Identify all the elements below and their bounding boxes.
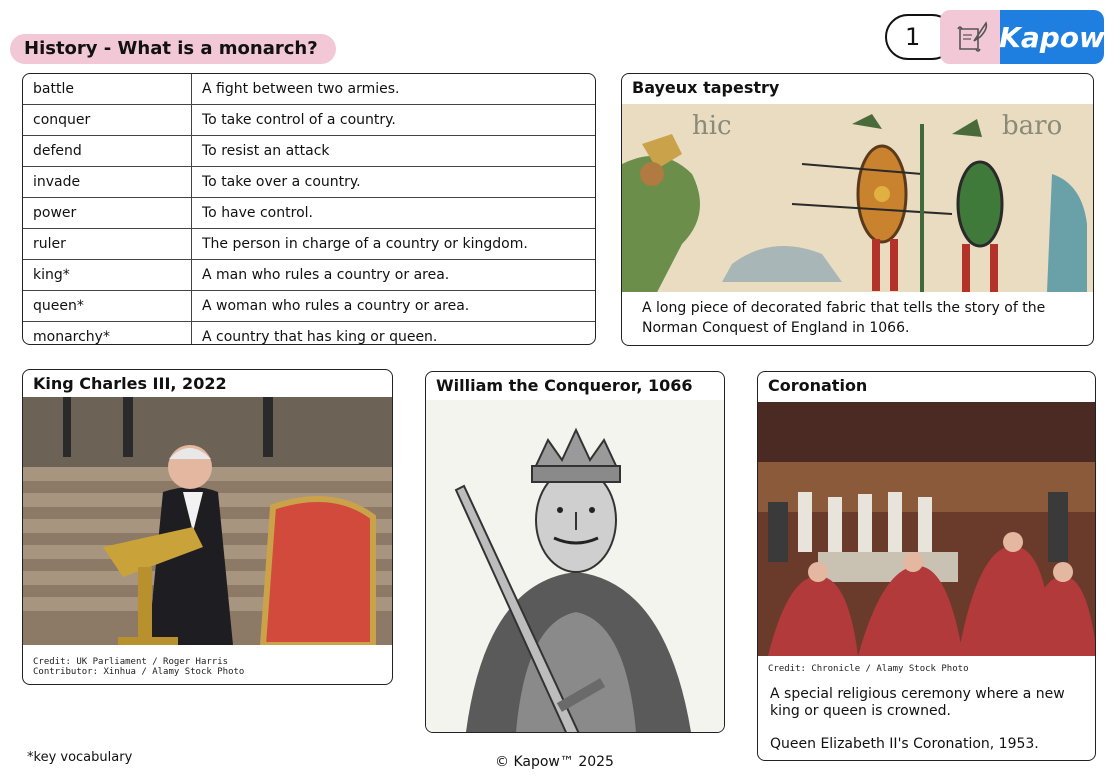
tapestry-inscription-left: hic [692,111,732,141]
vocab-term: power [23,198,192,229]
vocab-term: monarchy* [23,322,192,346]
vocab-definition: A country that has king or queen. [202,329,438,345]
brand-logo: Kapow [1000,10,1104,64]
vocab-definition: To have control. [192,198,596,229]
key-vocabulary-note: *key vocabulary [27,750,133,765]
vocab-term: conquer [23,105,192,136]
table-row [23,322,595,346]
table-row [23,198,595,229]
vocab-term: defend [23,136,192,167]
table-row [23,136,595,167]
coronation-subcaption: Queen Elizabeth II's Coronation, 1953. [770,736,1039,752]
bayeux-tapestry-card [621,73,1094,346]
coronation-card [757,371,1096,761]
charles-credit-line1: Credit: UK Parliament / Roger Harris [33,657,229,667]
vocabulary-table [22,73,596,345]
bayeux-title: Bayeux tapestry [632,78,780,97]
page-title: History - What is a monarch? [24,38,318,59]
vocab-definition: A man who rules a country or area. [192,260,596,291]
bayeux-caption: A long piece of decorated fabric that tells the story of the Norman Conquest of England in 1066. [642,300,1046,336]
vocab-term: king* [23,260,192,291]
king-charles-photo [23,397,393,645]
vocab-definition: To take over a country. [192,167,596,198]
scroll-quill-icon [952,17,992,57]
vocab-definition: A woman who rules a country or area. [192,291,596,322]
king-charles-card [22,369,393,685]
table-row [23,291,595,322]
william-card [425,371,725,733]
brand-icon-box [940,10,1004,64]
table-row [23,229,595,260]
william-title: William the Conqueror, 1066 [436,376,693,395]
charles-credit-line2: Contributor: Xinhua / Alamy Stock Photo [33,667,245,677]
table-row [23,74,595,105]
vocab-term: invade [23,167,192,198]
coronation-caption: A special religious ceremony where a new king or queen is crowned. [770,686,1065,719]
tapestry-inscription-right: baro [1002,111,1063,141]
table-row [23,260,595,291]
vocab-term: queen* [23,291,192,322]
copyright: © Kapow™ 2025 [495,754,614,770]
table-row [23,105,595,136]
vocab-definition: The person in charge of a country or kingdom. [192,229,596,260]
vocab-definition: To resist an attack [192,136,596,167]
coronation-photo [758,402,1096,656]
coronation-title: Coronation [768,376,868,395]
vocab-definition: A fight between two armies. [192,74,596,105]
charles-title: King Charles III, 2022 [33,374,227,393]
coronation-credit: Credit: Chronicle / Alamy Stock Photo [768,664,969,674]
vocab-term: ruler [23,229,192,260]
bayeux-tapestry-image [622,104,1094,292]
table-row [23,167,595,198]
page-number-text: 1 [905,23,921,51]
william-engraving [426,400,725,732]
vocab-term: battle [23,74,192,105]
vocab-definition: To take control of a country. [192,105,596,136]
